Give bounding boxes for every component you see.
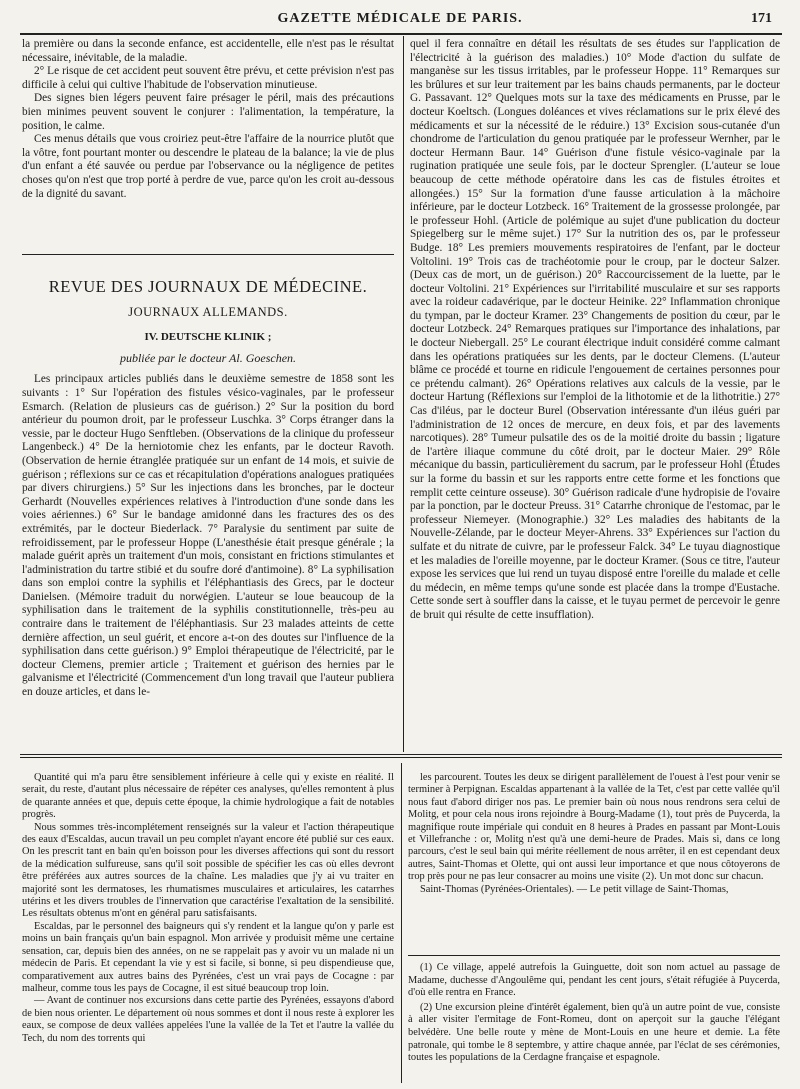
journal-heading: IV. DEUTSCHE KLINIK ; (144, 331, 272, 344)
footnote-rule (408, 955, 780, 956)
paragraph: Les principaux articles publiés dans le deuxième semestre de 1858 sont les suivants : 1° Sur l'opération des fistules vésico-vaginales, par le professeur Esmarch. (Relation de plusieurs cas de guérison.) 2° Sur la position du bord antérieur du poumon droit, par le professeur Luschka. 3° Corps étranger dans la vessie, par le docteur Hugo Senftleben. (Observations de la clinique du professeur Langenbeck.) 4° De la herniotomie chez les enfants, par le docteur Ravoth. (Observation de hernie étranglée pratiquée sur un enfant de 14 mois, et suivie de guérison ; réflexions sur ce cas et récapitulation d'opérations analogues pratiquées par divers chirurgiens.) 5° Sur les injections dans les bronches, par le docteur Gerhardt (Nouvelles expériences relatives à l'introduction d'une sonde dans les voies aériennes.) 6° Sur le bandage amidonné dans les fractures des os des extrémités, par le docteur Biederlack. 7° Paralysie du sentiment par suite de refroidissement, par le professeur Hoppe (L'anesthésie était presque générale ; la malade guérit après un traitement d'un mois, consistant en frictions stimulantes et l'administration du tartre stibié et du soufre doré d'antimoine). 8° La syphilisation dans son emploi contre la syphilis et l'éléphantiasis des Grecs, par le docteur Danielsen. (Mémoire traduit du norwégien. L'auteur se loue beaucoup de la syphilisation dans le traitement de la syphilis constitutionnelle, très-peu au contraire dans le traitement de l'éléphantiasis. Sur 23 malades atteints de cette dernière affection, un seul guérit, et encore a-t-on des doutes sur l'influence de la syphilisation dans cette guérison.) 9° Emploi thérapeutique de l'électricité, par le docteur Clemens, premier article ; Traitement et guérison des hernies par le galvanisme et l'électricité (Commencement d'un long travail que l'auteur publiera en douze articles, et dans le- (22, 373, 394, 699)
paragraph: — Avant de continuer nos excursions dans cette partie des Pyrénées, essayons d'abord de bien nous orienter. Le département où nous sommes et dont il nous reste à explorer les eaux, se compose de deux vallées appelées l'une la vallée de la Tet et l'autre la vallée du Tech, du nom des torrents qui (22, 995, 394, 1044)
paragraph: Saint-Thomas (Pyrénées-Orientales). — Le petit village de Saint-Thomas, (420, 883, 729, 895)
section-heading: REVUE DES JOURNAUX DE MÉDECINE. (48, 277, 368, 296)
mid-rule-2 (20, 757, 782, 758)
paragraph: Quantité qui m'a paru être sensiblement inférieure à celle qui y existe en réalité. Il serait, du reste, d'autant plus nécessaire de répéter ces analyses, qu'elles remontent à plus de quarante années et que, depuis cette époque, la chimie hydrologique a fait de notables progrès. (22, 772, 394, 821)
column-divider (403, 36, 404, 752)
lower-column-divider (401, 763, 402, 1083)
paragraph: la première ou dans la seconde enfance, est accidentelle, elle n'est pas le résultat nécessaire, inévitable, de la maladie. (22, 38, 394, 64)
section-rule (22, 254, 394, 255)
subsection-heading: JOURNAUX ALLEMANDS. (128, 304, 288, 319)
paragraph: Escaldas, par le personnel des baigneurs qui s'y rendent et la langue qu'on y parle est moins un bain français qu'un bain espagnol. Mon arrivée y produisit même une certaine sensation, car, depuis bien des années, on ne se rappelait pas y avoir vu un malade ni un médecin de Paris. Et cependant la vie y est si facile, si bonne, si peu dispendieuse que, comparativement aux autres bains des Pyrénées, c'est un vrai pays de Cocagne : par malheur, comme tous les pays de Cocagne, il est situé beaucoup trop loin. (22, 920, 394, 994)
editor-line: publiée par le docteur Al. Goeschen. (119, 350, 297, 365)
journal-title: GAZETTE MÉDICALE DE PARIS. (277, 11, 523, 26)
mid-rule (20, 754, 782, 755)
paragraph: Ces menus détails que vous croiriez peut-être l'affaire de la nourrice plutôt que la vôtre, font pourtant monter ou descendre le plateau de la balance; la vie de plus d'un enfant a été sauvée ou perdue par l'observance ou la négligence de petites choses qu'on n'est que trop porté à perdre de vue, parce qu'on les croit au-dessous de la dignité du savant. (22, 133, 394, 200)
footnotes (408, 962, 780, 1067)
paragraph: les parcourent. Toutes les deux se dirigent parallèlement de l'ouest à l'est pour venir se terminer à Perpignan. Escaldas appartenant à la vallée de la Tet, c'est par cette vallée qu'il nous faut d'abord diriger nos pas. Le premier bain où nous nous rendrons sera celui de Molitg, et pour cela nous irons rejoindre à Bourg-Madame (1), tout près de Puycerda, la magnifique route impériale qui conduit en 8 heures à Prades en passant par Mont-Louis et Villefranche : or, Molitg n'est qu'à une demi-heure de Prades. Mais si, dans ce long parcours, c'est le seul bain qui mérite réellement de nous arrêter, il en est cependant deux autres, Saint-Thomas et Olette, qui ont aussi leur importance et que nous côtoyerons de trop près pour ne pas leur consacrer au moins une visite (2). Un mot donc sur chacun. (408, 772, 780, 883)
header-rule (20, 33, 782, 35)
lower-right-column (408, 772, 780, 896)
lower-left-column (22, 772, 394, 1045)
right-column (410, 38, 780, 623)
paragraph: quel il fera connaître en détail les résultats de ses études sur l'application de l'électricité à la guérison des maladies.) 10° Mode d'action du sulfate de manganèse sur les tissus irritables, par le professeur Hoppe. 11° Remarques sur les brûlures et sur leur traitement par les bains chauds permanents, par le docteur G. Passavant. 12° Quelques mots sur la taxe des médicaments en Prusse, par le docteur Koeltsch. (Longues doléances et vives réclamations sur le prix élevé des médicaments et sur la nécessité de le réduire.) 13° Excision sous-cutanée d'un chondrome de l'articulation du genou pratiquée par le professeur Wernher, par le docteur Hermann Baur. 14° Guérison d'une fistule vésico-vaginale par la rugination pratiquée une seule fois, par le docteur Sprengler. (L'auteur se loue beaucoup de cette méthode opératoire dans les cas de fistules étroites et allongées.) 15° Sur la formation d'une fausse articulation à la mâchoire inférieure, par le docteur Lotzbeck. 16° Traitement de la grossesse prolongée, par le professeur Hohl. (Article de polémique au sujet d'une publication du docteur Spiegelberg sur le même sujet.) 17° Sur la nutrition des os, par le professeur Budge. 18° Les premiers mouvements respiratoires de l'enfant, par le docteur Voltolini. 19° Trois cas de trachéotomie pour le croup, par le docteur Salzer. (Deux cas de mort, un de guérison.) 20° Raccourcissement de la luette, par le docteur Voltolini. 21° Expériences sur l'irritabilité musculaire et sur ses rapports avec la roideur cadavérique, par le docteur Heinike. 22° Inflammation chronique du tympan, par le docteur Kramer. 23° Changements de position du cœur, par le docteur Lotzbeck. 24° Remarques pratiques sur l'importance des inhalations, par le docteur Niebergall. 25° Le courant électrique induit considéré comme calmant dans les opérations pratiquées sur les dents, par le docteur Clemens. (L'auteur blâme ce procédé et tourne en ridicule l'engouement de certaines personnes pour ce prétendu calmant). 26° Opérations relatives aux calculs de la vessie, par le docteur Hartung (Réflexions sur l'emploi de la lithotomie et de la lithotritie.) 27° Cas d'iléus, par le docteur Burel (Observation intéressante d'un iléus guéri par l'administration de 12 onces de mercure, en deux fois, et par des lavements narcotiques). 28° Tumeur pulsatile des os de la moitié droite du bassin ; ligature de l'artère iliaque commune du côté droit, par le docteur Maier. 29° Rôle mécanique du bassin, particulièrement du sacrum, par le professeur Hohl (Études sur la forme du bassin et sur les rapports entre cette forme et les fonctions que remplit cette ceinture osseuse). 30° Guérison radicale d'une hydropisie de l'ovaire par la ponction, par le docteur Preuss. 31° Catarrhe chronique de l'estomac, par le professeur Niemeyer. (Monographie.) 32° Les maladies des habitants de la Nouvelle-Zélande, par le docteur Meyer-Ahrens. 33° Expériences sur l'action du sulfate et du nitrate de cuivre, par le professeur Falck. 34° Le tuyau diagnostique et les maladies de l'oreille moyenne, par le docteur Kramer. (Sous ce titre, l'auteur expose les services que lui rend un tuyau disposé entre l'oreille du malade et celle du médecin, en même temps qu'une sonde est placée dans la trompe d'Eustache. Cette sonde sert à souffler dans la caisse, et le tuyau permet de percevoir le genre de bruit qui résulte de cette insufflation). (410, 38, 780, 621)
left-column (22, 38, 394, 201)
footnote: (1) Ce village, appelé autrefois la Guinguette, doit son nom actuel au passage de Madame, duchesse d'Angoulême qui, pendant les cent jours, s'était réfugiée à Puycerda, d'où elle rentra en France. (408, 962, 780, 999)
footnote: (2) Une excursion pleine d'intérêt également, bien qu'à un autre point de vue, consiste à aller visiter l'ermitage de Font-Romeu, dont on aperçoit sur la gauche l'élégant belvédère. Une belle route y mène de Mont-Louis en une heure et demie. La fête patronale, qui tombe le 8 septembre, y attire chaque année, par l'éclat de ses cérémonies, toutes les populations de la Cerdagne française et espagnole. (408, 1001, 780, 1064)
page-number: 171 (751, 11, 772, 26)
paragraph: Nous sommes très-incomplétement renseignés sur la valeur et l'action thérapeutique des eaux d'Escaldas, aucun travail un peu complet n'ayant encore été publié sur ces eaux. On les prescrit tant en bain qu'en boisson pour les diverses affections qui sont du ressort de la médication sulfureuse, sans qu'il soit possible de spécifier les cas où elles devront être préférées aux autres sources de la chaîne. Les maladies que j'y ai vu traiter en majorité sont les dermatoses, les rhumatismes musculaires et articulaires, les catarrhes utérins et les divers troubles de l'innervation que caractérise l'exaltation de la sensibilité. Les résultats obtenus m'ont en général paru satisfaisants. (22, 821, 394, 920)
paragraph: 2° Le risque de cet accident peut souvent être prévu, et cette prévision n'est pas difficile à celui qui cultive l'habitude de l'observation minutieuse. (22, 65, 394, 91)
paragraph: Des signes bien légers peuvent faire présager le péril, mais des précautions bien minimes peuvent souvent le conjurer : l'alimentation, la température, la position, le calme. (22, 92, 394, 132)
revue-section (22, 258, 394, 700)
